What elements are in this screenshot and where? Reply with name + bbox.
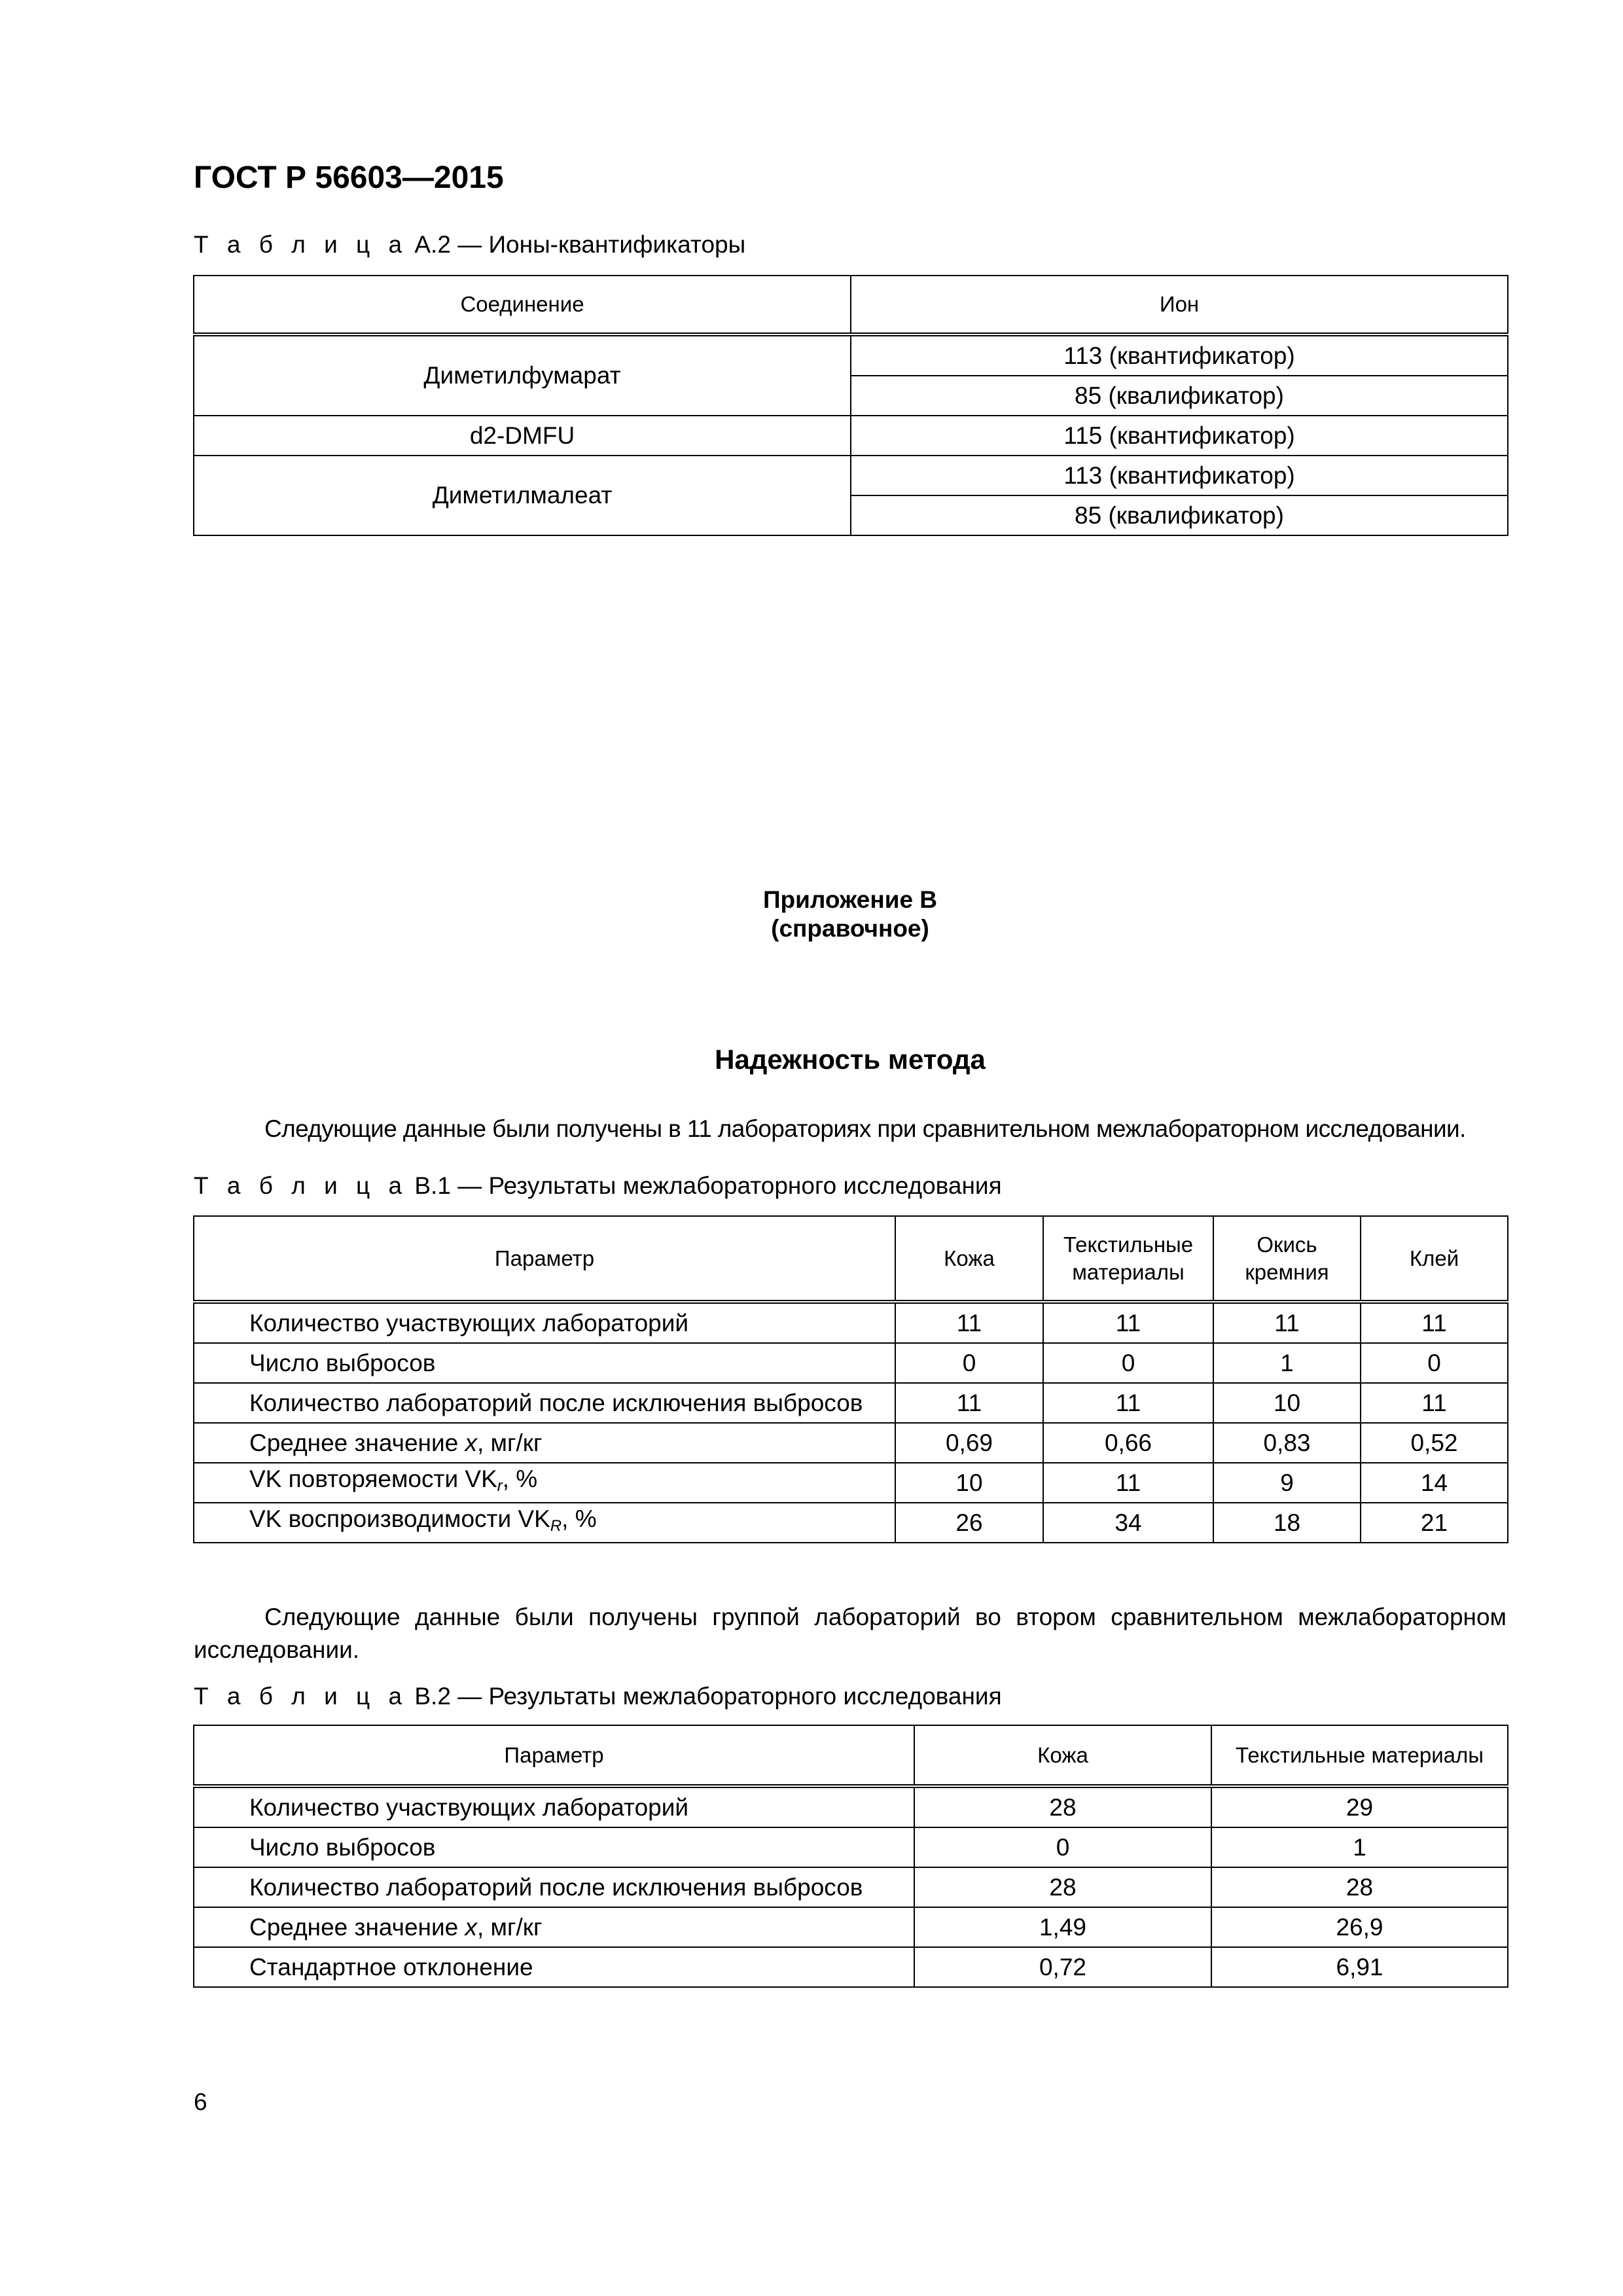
table-row [194, 1503, 1508, 1543]
caption-number: А.2 [414, 231, 451, 258]
value-cell: 0,83 [1213, 1423, 1361, 1463]
column-header-leather: Кожа [895, 1216, 1043, 1302]
table-row [194, 456, 1508, 495]
value-cell: 0 [1043, 1343, 1213, 1383]
caption-title: — Результаты межлабораторного исследования [457, 1683, 1002, 1710]
header-line: Текстильные [1063, 1232, 1194, 1257]
table-row [194, 1867, 1508, 1907]
value-cell: 11 [1361, 1302, 1508, 1343]
parameter-cell [194, 1503, 895, 1543]
value-cell: 10 [895, 1463, 1043, 1503]
table-a2-quantifier-ions [193, 275, 1508, 536]
column-header-compound: Соединение [194, 276, 851, 334]
header-line: Окись [1257, 1232, 1317, 1257]
param-unit: , мг/кг [477, 1429, 543, 1456]
header-line: материалы [1072, 1259, 1185, 1284]
header-line: кремния [1245, 1259, 1329, 1284]
table-row [194, 1383, 1508, 1423]
param-text: VK повторяемости VK [249, 1465, 497, 1492]
parameter-cell: Количество участвующих лабораторий [194, 1302, 895, 1343]
param-variable: x [465, 1913, 477, 1941]
table-b2-caption [194, 1682, 1002, 1711]
param-unit: , % [502, 1465, 538, 1492]
param-text: VK воспроизводимости VK [249, 1505, 550, 1532]
paragraph-intro-b1: Следующие данные были получены в 11 лабораториях при сравнительном межлабораторном исследовании. [264, 1115, 1466, 1142]
value-cell: 11 [1043, 1383, 1213, 1423]
param-text: Среднее значение [249, 1429, 465, 1456]
caption-prefix: Т а б л и ц а [194, 1683, 408, 1710]
value-cell: 11 [1213, 1302, 1361, 1343]
parameter-cell: Стандартное отклонение [194, 1947, 914, 1987]
value-cell: 0,69 [895, 1423, 1043, 1463]
column-header-leather: Кожа [914, 1725, 1211, 1786]
table-row [194, 1907, 1508, 1947]
param-subscript: r [497, 1477, 503, 1495]
compound-cell: d2-DMFU [194, 416, 851, 456]
column-header-ion: Ион [851, 276, 1508, 334]
value-cell: 6,91 [1211, 1947, 1508, 1987]
value-cell: 1 [1211, 1827, 1508, 1867]
parameter-cell [194, 1423, 895, 1463]
param-variable: x [465, 1429, 477, 1456]
value-cell: 21 [1361, 1503, 1508, 1543]
parameter-cell: Количество участвующих лабораторий [194, 1786, 914, 1827]
parameter-cell: Количество лабораторий после исключения выбросов [194, 1867, 914, 1907]
caption-number: В.2 [414, 1683, 451, 1710]
table-row [194, 1302, 1508, 1343]
value-cell: 11 [1043, 1302, 1213, 1343]
appendix-title: Приложение В [762, 886, 938, 913]
value-cell: 0 [1361, 1343, 1508, 1383]
appendix-subtitle: (справочное) [771, 915, 929, 942]
ion-cell: 113 (квантификатор) [851, 334, 1508, 376]
caption-title: — Ионы-квантификаторы [457, 231, 746, 258]
caption-prefix: Т а б л и ц а [194, 231, 408, 258]
table-header-row [194, 1725, 1508, 1786]
value-cell: 28 [1211, 1867, 1508, 1907]
table-row [194, 334, 1508, 376]
table-row [194, 1947, 1508, 1987]
param-text: Среднее значение [249, 1913, 465, 1941]
ion-cell: 85 (квалификатор) [851, 376, 1508, 416]
column-header-textiles [1043, 1216, 1213, 1302]
table-b1-interlab-results [193, 1215, 1508, 1543]
caption-title: — Результаты межлабораторного исследования [457, 1172, 1002, 1199]
value-cell: 29 [1211, 1786, 1508, 1827]
value-cell: 34 [1043, 1503, 1213, 1543]
ion-cell: 85 (квалификатор) [851, 495, 1508, 535]
value-cell: 1 [1213, 1343, 1361, 1383]
param-subscript: R [550, 1517, 562, 1535]
value-cell: 11 [895, 1302, 1043, 1343]
table-row [194, 416, 1508, 456]
table-header-row [194, 276, 1508, 334]
compound-cell: Диметилмалеат [194, 456, 851, 535]
value-cell: 28 [914, 1786, 1211, 1827]
value-cell: 18 [1213, 1503, 1361, 1543]
value-cell: 28 [914, 1867, 1211, 1907]
table-row [194, 1463, 1508, 1503]
caption-prefix: Т а б л и ц а [194, 1172, 408, 1199]
value-cell: 9 [1213, 1463, 1361, 1503]
value-cell: 14 [1361, 1463, 1508, 1503]
value-cell: 11 [1043, 1463, 1213, 1503]
caption-number: В.1 [414, 1172, 451, 1199]
table-row [194, 1827, 1508, 1867]
ion-cell: 113 (квантификатор) [851, 456, 1508, 495]
table-row [194, 1786, 1508, 1827]
table-row [194, 1423, 1508, 1463]
column-header-parameter: Параметр [194, 1216, 895, 1302]
column-header-silica [1213, 1216, 1361, 1302]
column-header-textiles: Текстильные материалы [1211, 1725, 1508, 1786]
paragraph-intro-b2: Следующие данные были получены группой лабораторий во втором сравнительном межлабораторном исследовании. [194, 1604, 1507, 1663]
param-unit: , % [562, 1505, 597, 1532]
compound-cell: Диметилфумарат [194, 334, 851, 416]
value-cell: 0,66 [1043, 1423, 1213, 1463]
value-cell: 10 [1213, 1383, 1361, 1423]
table-b2-interlab-results [193, 1725, 1508, 1988]
value-cell: 0 [914, 1827, 1211, 1867]
column-header-parameter: Параметр [194, 1725, 914, 1786]
parameter-cell [194, 1463, 895, 1503]
value-cell: 0,52 [1361, 1423, 1508, 1463]
page-number: 6 [194, 2089, 207, 2115]
table-row [194, 1343, 1508, 1383]
document-header: ГОСТ Р 56603—2015 [194, 160, 504, 195]
parameter-cell: Число выбросов [194, 1827, 914, 1867]
value-cell: 0 [895, 1343, 1043, 1383]
section-title: Надежность метода [715, 1044, 986, 1075]
value-cell: 1,49 [914, 1907, 1211, 1947]
value-cell: 26,9 [1211, 1907, 1508, 1947]
value-cell: 11 [895, 1383, 1043, 1423]
parameter-cell [194, 1907, 914, 1947]
column-header-glue: Клей [1361, 1216, 1508, 1302]
value-cell: 0,72 [914, 1947, 1211, 1987]
table-a2-caption [194, 230, 745, 259]
parameter-cell: Число выбросов [194, 1343, 895, 1383]
parameter-cell: Количество лабораторий после исключения выбросов [194, 1383, 895, 1423]
param-unit: , мг/кг [477, 1913, 543, 1941]
value-cell: 26 [895, 1503, 1043, 1543]
table-header-row [194, 1216, 1508, 1302]
value-cell: 11 [1361, 1383, 1508, 1423]
table-b1-caption [194, 1172, 1002, 1200]
ion-cell: 115 (квантификатор) [851, 416, 1508, 456]
